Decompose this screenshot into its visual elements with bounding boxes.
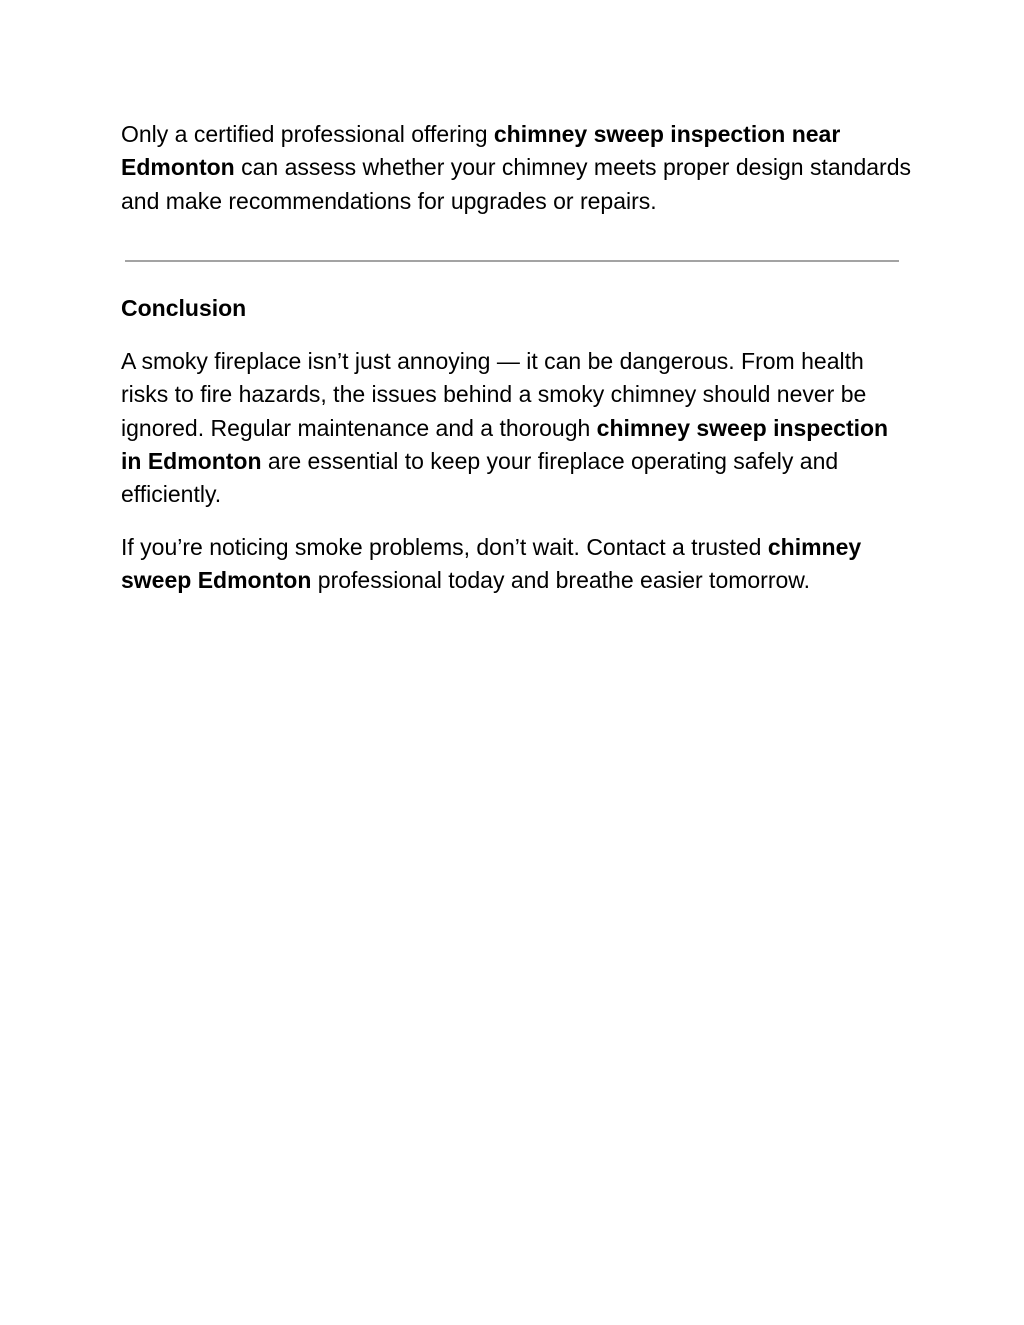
intro-paragraph-tail: can assess whether your chimney meets proper design standards and make recommendations for upgrades or repairs. [121,154,911,214]
conclusion-paragraph-2 [121,531,911,598]
conclusion-paragraph-1-bold-keyword: chimney sweep inspection in Edmonton [121,414,889,474]
conclusion-heading: Conclusion [121,295,247,321]
conclusion-paragraph-2-bold-keyword: chimney sweep Edmonton [121,534,862,594]
intro-paragraph [121,118,911,218]
intro-paragraph-bold-keyword: chimney sweep inspection near Edmonton [121,121,841,181]
section-divider [125,260,899,262]
conclusion-paragraph-2-tail: professional today and breathe easier tomorrow. [311,567,811,594]
conclusion-paragraph-2-lead: If you’re noticing smoke problems, don’t wait. Contact a trusted [121,534,768,560]
conclusion-paragraph-1-tail: are essential to keep your fireplace operating safely and efficiently. [121,447,839,508]
conclusion-paragraph-1-lead: A smoky fireplace isn’t just annoying — it can be dangerous. From health risks to fire hazards, the issues behind a smoky chimney should never be ignored. Regular maintenance and a thorough [121,348,867,441]
conclusion-paragraph-1 [121,345,911,511]
intro-paragraph-lead: Only a certified professional offering [121,121,494,147]
